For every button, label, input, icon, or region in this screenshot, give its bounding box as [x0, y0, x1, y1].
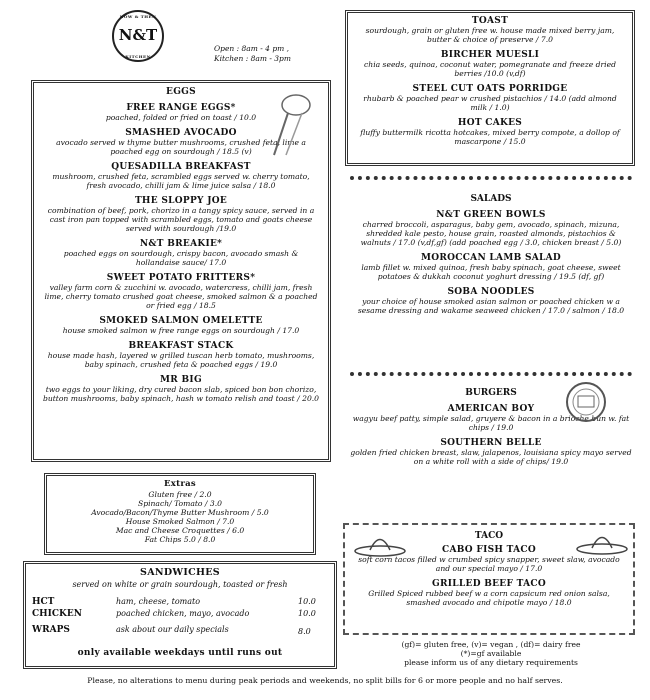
- divider: [350, 176, 632, 180]
- menu-item: [353, 579, 625, 607]
- sandwiches-subtitle: served on white or grain sourdough, toasted or fresh: [72, 580, 288, 589]
- menu-item: [356, 50, 624, 78]
- item-name: SMASHED AVOCADO: [125, 128, 237, 138]
- burgers-section: [350, 384, 632, 472]
- menu-item: [42, 316, 320, 335]
- footer-note: Please, no alterations to menu during peak periods and weekends, no split bills for 6 or more people and no half serves.: [87, 676, 563, 685]
- item-name: N&T GREEN BOWLS: [436, 210, 546, 220]
- item-name: HOT CAKES: [457, 118, 523, 128]
- legend-line: please inform us of any dietary requirements: [404, 658, 578, 667]
- taco-title: TACO: [474, 531, 504, 541]
- menu-item: [42, 341, 320, 369]
- extras-item: Spinach/ Tomato / 3.0: [138, 499, 222, 508]
- item-desc: soft corn tacos filled w crumbed spicy snapper, sweet slaw, avocado and our special mayo / 17.0: [358, 555, 620, 573]
- legend-line: (gf)= gluten free, (v)= vegan , (df)= dairy free: [401, 640, 581, 649]
- item-name: GRILLED BEEF TACO: [432, 579, 546, 589]
- divider: [350, 372, 632, 376]
- item-name: BIRCHER MUESLI: [440, 50, 540, 60]
- item-desc: rhubarb & poached pear w crushed pistachios / 14.0 (add almond milk / 1.0): [363, 94, 617, 112]
- item-desc: mushroom, crushed feta, scrambled eggs served w. cherry tomato, fresh avocado, chilli jam & lime juice salsa / 18.0: [52, 172, 310, 190]
- extras-item: Gluten free / 2.0: [148, 490, 212, 499]
- item-desc: combination of beef, pork, chorizo in a tangy spicy sauce, served in a cast iron pan topped with scrambled eggs, tomato and goats cheese served with sourdough /19.0: [47, 206, 315, 233]
- logo-top-text: NOW & THEN: [119, 14, 157, 19]
- sandwich-wraps-price: 8.0: [298, 627, 311, 636]
- sandwich-wraps-label: WRAPS: [32, 625, 70, 635]
- item-name: QUESADILLA BREAKFAST: [111, 162, 251, 172]
- stamp-badge-icon: [564, 380, 608, 424]
- item-desc: Grilled Spiced rubbed beef w a corn capsicum red onion salsa, smashed avocado and chipotle mayo / 18.0: [368, 589, 610, 607]
- eggs-title: EGGS: [166, 87, 196, 97]
- sandwich-chicken-label: CHICKEN: [32, 609, 82, 619]
- item-name: FREE RANGE EGGS*: [126, 103, 236, 113]
- opening-hours: [214, 44, 294, 64]
- sandwiches-title: SANDWICHES: [140, 567, 220, 578]
- menu-item: [356, 118, 624, 146]
- item-desc: two eggs to your liking, dry cured bacon slab, spiced bon bon chorizo, button mushrooms, baby spinach, hash w tomato relish and toast / 20.0: [42, 385, 320, 403]
- salads-title: SALADS: [470, 194, 512, 204]
- item-desc: poached, folded or fried on toast / 10.0: [105, 113, 257, 122]
- item-name: N&T BREAKIE*: [139, 239, 223, 249]
- item-name: MOROCCAN LAMB SALAD: [420, 253, 562, 263]
- item-name: AMERICAN BOY: [447, 404, 535, 414]
- sandwiches-section: [23, 561, 337, 669]
- item-name: TOAST: [471, 16, 509, 26]
- extras-item: Mac and Cheese Croquettes / 6.0: [115, 526, 245, 535]
- menu-item: [42, 196, 320, 233]
- taco-section: [343, 523, 635, 635]
- item-desc: lamb fillet w. mixed quinoa, fresh baby spinach, goat cheese, sweet potatoes & dukkah coconut yoghurt dressing / 19.5 (df, gf): [361, 263, 621, 281]
- extras-section: [44, 473, 316, 555]
- extras-item: Fat Chips 5.0 / 8.0: [144, 535, 216, 544]
- menu-item: [356, 84, 624, 112]
- item-name: BREAKFAST STACK: [128, 341, 234, 351]
- extras-item: Avocado/Bacon/Thyme Butter Mushroom / 5.0: [91, 508, 269, 517]
- sandwich-hct-price: 10.0: [298, 597, 316, 606]
- item-desc: your choice of house smoked asian salmon or poached chicken w a sesame dressing and wakame seaweed chicken / 17.0 / salmon / 18.0: [357, 297, 625, 315]
- burgers-title: BURGERS: [465, 388, 517, 398]
- menu-item: [42, 273, 320, 310]
- breakfast-more-section: [345, 10, 635, 166]
- dietary-legend: [350, 640, 632, 667]
- item-name: MR BIG: [160, 375, 202, 385]
- sandwich-wraps-desc: ask about our daily specials: [116, 625, 229, 634]
- item-desc: wagyu beef patty, simple salad, gruyere & bacon in a brioche bun w. fat chips / 19.0: [352, 414, 630, 432]
- item-name: SMOKED SALMON OMELETTE: [99, 316, 263, 326]
- item-name: CABO FISH TACO: [441, 545, 537, 555]
- item-name: SOUTHERN BELLE: [440, 438, 542, 448]
- logo-name: N&T: [118, 26, 158, 44]
- hours-kitchen: Kitchen : 8am - 3pm: [214, 54, 291, 63]
- item-desc: poached eggs on sourdough, crispy bacon, avocado smash & hollandaise sauce/ 17.0: [63, 249, 299, 267]
- item-desc: fluffy buttermilk ricotta hotcakes, mixed berry compote, a dollop of mascarpone / 15.0: [360, 128, 620, 146]
- menu-item: [350, 287, 632, 315]
- sandwiches-note: only available weekdays until runs out: [77, 648, 283, 658]
- item-name: STEEL CUT OATS PORRIDGE: [412, 84, 568, 94]
- menu-item: [42, 162, 320, 190]
- item-desc: golden fried chicken breast, slaw, jalapenos, louisiana spicy mayo served on a white roll with a side of chips/ 19.0: [350, 448, 632, 466]
- extras-item: House Smoked Salmon / 7.0: [125, 517, 235, 526]
- menu-item: [350, 438, 632, 466]
- sombrero-icon: [575, 529, 629, 557]
- sandwich-hct-desc: ham, cheese, tomato: [116, 597, 201, 606]
- sombrero-icon: [353, 531, 407, 559]
- item-desc: house made hash, layered w grilled tuscan herb tomato, mushrooms, baby spinach, crushed feta & poached eggs / 19.0: [47, 351, 315, 369]
- item-name: SOBA NOODLES: [447, 287, 535, 297]
- item-desc: chia seeds, quinoa, coconut water, pomegranate and freeze dried berries /10.0 (v,df): [364, 60, 616, 78]
- menu-item: [42, 239, 320, 267]
- menu-item: [350, 253, 632, 281]
- eggs-section: [31, 80, 331, 462]
- item-desc: avocado served w thyme butter mushrooms, crushed feta, lime a poached egg on sourdough / 18.5 (v): [56, 138, 306, 156]
- sandwich-chicken-desc: poached chicken, mayo, avocado: [116, 609, 250, 618]
- hours-open: Open : 8am - 4 pm ,: [214, 44, 290, 53]
- item-desc: charred broccoli, asparagus, baby gem, avocado, spinach, mizuna, shredded kale pesto, house grain, roasted almonds, pistachios & walnuts / 17.0 (v,df,gf) (add poached egg / 3.0, chicken breast / 5.0): [360, 220, 622, 247]
- salads-section: [350, 190, 632, 321]
- item-desc: valley farm corn & zucchini w. avocado, watercress, chilli jam, fresh lime, cherry tomato crushed goat cheese, smoked salmon & a poached or fried egg / 18.5: [44, 283, 318, 310]
- sandwich-hct-label: HCT: [32, 597, 55, 607]
- legend-line: (*)=gf available: [460, 649, 522, 658]
- menu-item: [356, 16, 624, 44]
- extras-title: Extras: [163, 479, 197, 489]
- item-desc: house smoked salmon w free range eggs on sourdough / 17.0: [62, 326, 300, 335]
- logo: [112, 10, 164, 62]
- utensil-sketch-icon: [266, 89, 316, 159]
- item-desc: sourdough, grain or gluten free w. house made mixed berry jam, butter & choice of preserve / 7.0: [365, 26, 615, 44]
- sandwich-chicken-price: 10.0: [298, 609, 316, 618]
- logo-bottom-text: KITCHEN: [125, 54, 151, 59]
- menu-item: [42, 375, 320, 403]
- item-name: SWEET POTATO FRITTERS*: [106, 273, 256, 283]
- menu-item: [350, 210, 632, 247]
- item-name: THE SLOPPY JOE: [134, 196, 228, 206]
